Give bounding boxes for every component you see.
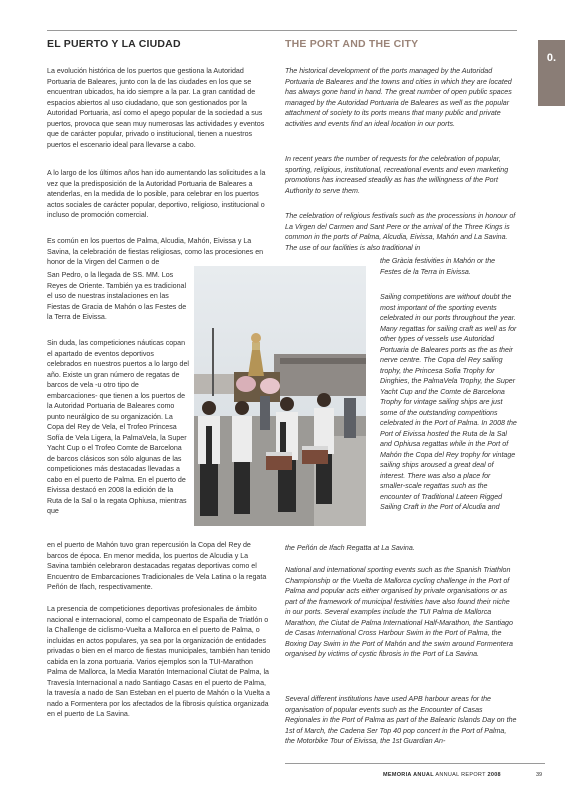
en-paragraph-5: National and international sporting events such as the Spanish Triathlon Championship or the Vuelta de Mallorca cycling challenge in the Port of Palma and popular acts either organised by private organisations or as part of the framework of municipal festivities have also found their niche in our ports. Several examples include the TUI Palma de Mallorca Marathon, the Ciutat de Palma International Half-Marathon, the Santiago de Casas International Cross Harbour Swim in the Port of Palma, the Boxing Day Swim in the Port of Mahón and the swim around Formentera organised by victims of cystic fibrosis in the Port of La Savina. <box>285 566 513 658</box>
procession-illustration <box>194 266 366 526</box>
footer-label <box>383 772 501 778</box>
footer-rule <box>285 763 545 764</box>
es-paragraph-4-continued: en el puerto de Mahón tuvo gran repercusión la Copa del Rey de barcos de época. En menor medida, los puertos de Alcudia y La Savina también celebraron destacadas regatas deportivas como el Encuentro de Embarcaciones Tradicionales de Vela Latina o la regata Peñón de Ifach, respectivamente. <box>47 541 267 591</box>
en-paragraph-3-continued: the Gràcia festivities in Mahón or the Festes de la Terra in Eivissa. <box>380 257 496 276</box>
section-tab-label: 0. <box>546 52 557 64</box>
en-paragraph-3: The celebration of religious festivals such as the processions in honour of La Virgen del Carmen and Sant Pere or the arrival of the Three Kings is common in the ports of Palma, Alcudia, Eivissa, Mahón and La Savina. The use of our facilities is also traditional in <box>285 212 516 252</box>
top-rule <box>47 30 517 31</box>
en-paragraph-2: In recent years the number of requests for the celebration of popular, sporting, religious, institutional, recreational events and even marketing promotions has increased steadily as has the willingness of the Port Authority to serve them. <box>285 155 509 195</box>
es-paragraph-3-continued: San Pedro, o la llegada de SS. MM. Los Reyes de Oriente. También ya es tradicional el uso de nuestras instalaciones en las Fiestas de Gracia de Mahón o las Festes de la Terra de Eivissa. <box>47 271 187 321</box>
en-paragraph-6: Several different institutions have used APB harbour areas for the organisation of popular events such as the Encounter of Casas Regionales in the Port of Palma as part of the Balearic Islands Day on the 1st of March, the Cadena Ser Top 40 pop concert in the Port of Palma, the Motorbike Tour of Eivissa, the 1st Guardian An- <box>285 695 517 745</box>
page-number: 39 <box>536 772 543 778</box>
es-paragraph-5: La presencia de competiciones deportivas profesionales de ámbito nacional e internacional, como el campeonato de España de Triatlón o la Challenge de ciclismo-Vuelta a Mallorca en el puerto de Palma, o incluidas en actos populares, ya sea por la organización de entidades privadas o bien en el marco de fiestas municipales, también han tenido cabida en la zona portuaria. Varios ejemplos son la TUI-Marathon Palma de Mallorca, la Media Maratón Internacional Ciutat de Palma, la Travesía Internacional a nado Santiago Casas en el puerto de Palma, la travesía a nado de San Esteban en el puerto de Mahón o la Vuelta a nado a Formentera por los afectados de la fibrosis quística organizada en el puerto de La Savina. <box>47 605 271 718</box>
footer-light: ANNUAL REPORT <box>435 772 486 778</box>
section-tab <box>538 40 565 106</box>
en-paragraph-4-continued: the Peñón de Ifach Regatta at La Savina. <box>285 544 415 552</box>
es-paragraph-1: La evolución histórica de los puertos que gestiona la Autoridad Portuaria de Baleares, junto con la de las ciudades en los que se encuentran ubicados, ha ido siempre a la par. La gran cantidad de espacios abiertos al uso ciudadano, que son gestionados por la Autoridad Portuaria, así como el apego popular de la sociedad a sus puertos, provoca que sean muy numerosas las actividades y eventos que de carácter popular, privado o institucional, tienen a nuestros puertos el escenario ideal para llevarse a cabo. <box>47 67 265 149</box>
procession-photo <box>194 266 366 526</box>
heading-english: THE PORT AND THE CITY <box>285 38 419 50</box>
footer-bold: MEMORIA ANUAL <box>383 772 434 778</box>
footer-year: 2008 <box>487 772 501 778</box>
en-paragraph-1: The historical development of the ports managed by the Autoridad Portuaria de Baleares and the towns and cities in which they are located has always gone hand in hand. The great number of open public spaces managed by the Autoridad Portuaria de Baleares as well as the popular attachment of society to its ports means that many public and private activities and events find an ideal location in our ports. <box>285 67 512 128</box>
es-paragraph-2: A lo largo de los últimos años han ido aumentando las solicitudes a la vez que la predisposición de la Autoridad Portuaria de Baleares a atenderlas, en la medida de lo posible, para celebrar en los puertos actos sociales de carácter popular, deportivo, religioso, institucional o incluso de promoción comercial. <box>47 169 266 219</box>
es-paragraph-3: Es común en los puertos de Palma, Alcudia, Mahón, Eivissa y La Savina, la celebración de fiestas religiosas, como las procesiones en honor de la Virgen del Carmen o de <box>47 237 264 266</box>
en-paragraph-4: Sailing competitions are without doubt the most important of the sporting events celebrated in our ports throughout the year. Many regattas for sailing craft as well as for other types of vessels use Autoridad Portuaria de Baleares ports as the as their nerve centre. The Copa del Rey sailing trophy, the Princesa Sofia Trophy for Dinghies, the PalmaVela Trophy, the Super Yacht Cup and the Comte de Barcelona Trophy for vintage sailing ships are just some of the outstanding competitions celebrated in the Port of Palma. In 2008 the Port of Eivissa hosted the Ruta de la Sal and Ophiusa regattas while in the Port of Mahón the Copa del Rey trophy for vintage sailing ships aroused a great deal of interest. There was also a place for smaller-scale regattas such as the encounter of Traditional Lateen Rigged Sailing Craft in the Port of Alcudia and <box>380 293 517 511</box>
es-paragraph-4: Sin duda, las competiciones náuticas copan el apartado de eventos deportivos celebrados en nuestros puertos a lo largo del año. Existe un gran número de regatas de barcos de vela -u otro tipo de embarcaciones- que tienen a los puertos de la Autoridad Portuaria de Baleares como punto neurálgico de su organización. La Copa del Rey de Vela, el Trofeo Princesa Sofía de Vela Ligera, la PalmaVela, la Super Yacht Cup o el Trofeo Comte de Barcelona de barcos clásicos son sólo algunas de las competiciones más destacadas llevadas a cabo en el puerto de Palma. En el puerto de Eivissa destacó en 2008 la edición de la Ruta de la Sal o la regata Ophiusa, mientras que <box>47 339 189 515</box>
heading-spanish: EL PUERTO Y LA CIUDAD <box>47 38 181 50</box>
